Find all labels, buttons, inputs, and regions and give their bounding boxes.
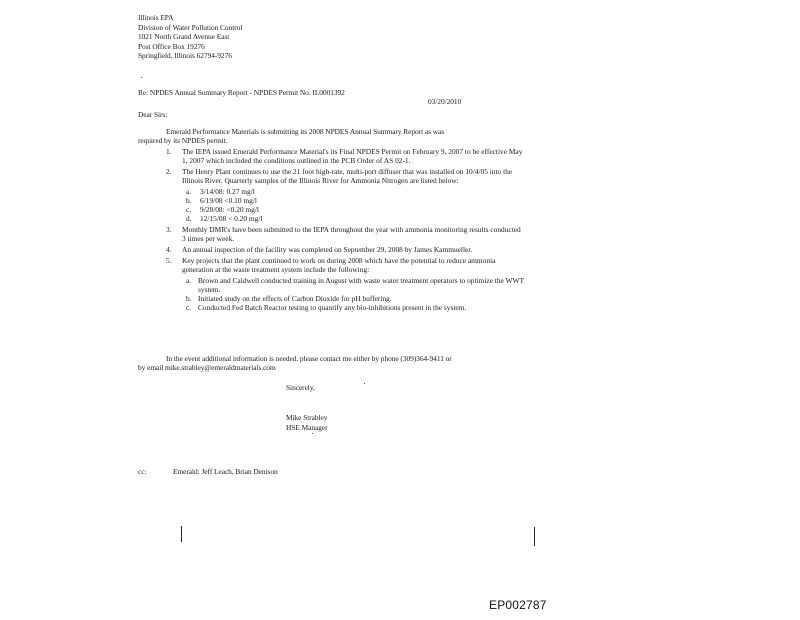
subject-line: Re: NPDES Annual Summary Report - NPDES Permit No. IL0001392 [138,88,345,97]
salutation: Dear Sirs: [138,110,168,119]
sample-item: c. 9/28/08: <0.20 mg/l [186,205,259,214]
project-list [166,276,526,312]
numbered-list [166,147,526,312]
signer-title: HSE Manager [286,423,328,432]
address-line: Illinois EPA [138,13,174,22]
sample-item: d. 12/15/08 < 0.20 mg/l [186,214,263,223]
list-item: 2. The Henry Plant continues to use the 21 foot high-rate, multi-port diffuser that was installed on 10/4/05 into the Illinois River. Quarterly samples of the Illinois River for Ammonia Nitrogen are listed below: [166,167,513,185]
project-item: a. Brown and Caldwell conducted training in August with waste water treatment operators to optimize the WWT system. [186,276,524,294]
sample-item: a. 3/14/08: 0.27 mg/l [186,187,255,196]
closing-line-1: In the event additional information is needed, please contact me either by phone (309)364-9411 or [166,354,452,363]
scan-speck [141,77,142,78]
cc-recipients: Emerald: Jeff Leach, Brian Denison [173,467,278,476]
scan-artifact-mark [181,526,182,542]
project-item: b. Initiated study on the effects of Carbon Dioxide for pH buffering. [186,294,392,303]
address-line: Post Office Box 19276 [138,41,205,51]
ammonia-sample-list [166,187,526,223]
intro-line-2: required by its NPDES permit. [138,136,228,145]
cc-label: cc: [138,467,147,476]
scan-speck [364,383,365,384]
recipient-address [138,13,242,61]
list-item: 4. An annual inspection of the facility was completed on September 29, 2008 by James Kammueller. [166,245,473,254]
scan-speck [312,433,313,434]
closing-line-2: by email mike.strabley@emeraldmaterials.com [138,363,276,372]
address-line: Springfield, Illinois 62794-9276 [138,51,232,61]
sample-item: b. 6/19/08 <0.10 mg/l [186,196,257,205]
signer-name: Mike Strabley [286,413,328,422]
address-line: 1021 North Grand Avenue East [138,32,230,42]
bates-number: EP002787 [489,598,547,612]
address-line: Division of Water Pollution Control [138,22,243,32]
scan-artifact-mark [534,527,535,546]
list-item: 3. Monthly DMR's have been submitted to the IEPA throughout the year with ammonia monitoring results conducted 3 times per week. [166,225,521,243]
list-item: 1. The IEPA issued Emerald Performance Material's its Final NPDES Permit on February 9, 2007 to be effective May 1, 2007 which included the conditions outlined in the PCB Order of AS 02-1. [166,147,523,165]
intro-line-1: Emerald Performance Materials is submitting its 2008 NPDES Annual Summary Report as was [166,127,445,136]
sign-off: Sincerely, [286,383,315,392]
project-item: c. Conducted Fed Batch Reactor testing to quantify any bio-inhibitions present in the system. [186,303,467,312]
list-item: 5. Key projects that the plant continued to work on during 2008 which have the potential to reduce ammonia generation at the waste treatment system include the following: [166,256,496,274]
letter-date: 03/20/2010 [428,97,462,106]
